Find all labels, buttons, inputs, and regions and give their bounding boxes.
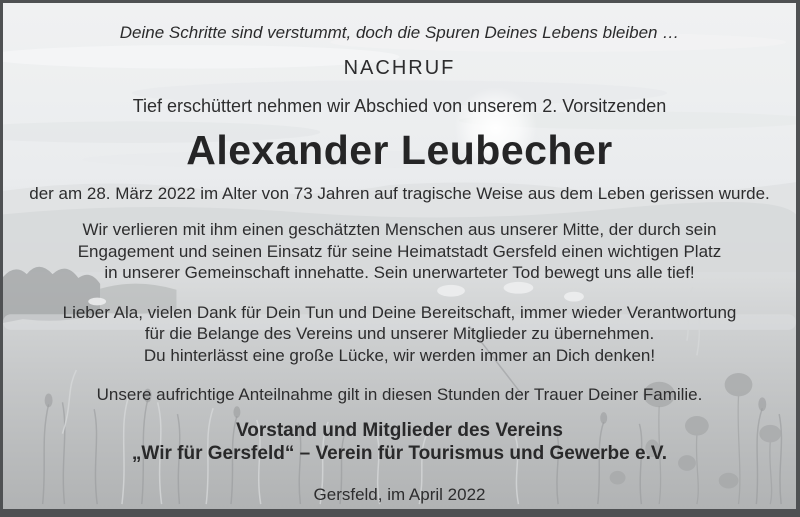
obituary-text-block [3,3,796,505]
tribute-paragraph [23,219,776,284]
nachruf-heading: NACHRUF [343,57,456,79]
intro-line: Tief erschüttert nehmen wir Abschied von unserem 2. Vorsitzenden [132,96,667,116]
place-date-line: Gersfeld, im April 2022 [313,485,486,504]
epigraph-line: Deine Schritte sind verstummt, doch die Spuren Deines Lebens bleiben … [119,23,680,42]
thanks-paragraph [23,302,776,367]
thanks-line: für die Belange des Vereins und unserer Mitglieder zu übernehmen. [144,324,655,343]
thanks-line: Lieber Ala, vielen Dank für Dein Tun und Deine Bereitschaft, immer wieder Verantwortung [62,302,737,322]
condolence-line: Unsere aufrichtige Anteilnahme gilt in diesen Stunden der Trauer Deiner Familie. [96,385,703,404]
tribute-line: Wir verlieren mit ihm einen geschätzten Menschen aus unserer Mitte, der durch sein [82,220,717,239]
deceased-name: Alexander Leubecher [186,127,613,173]
signature-block [23,419,776,465]
death-details-line: der am 28. März 2022 im Alter von 73 Jahren auf tragische Weise aus dem Leben gerissen wurde. [29,184,770,203]
signature-line-board: Vorstand und Mitglieder des Vereins [236,420,563,441]
tribute-line: in unserer Gemeinschaft innehatte. Sein unerwarteter Tod bewegt uns alle tief! [104,263,695,282]
tribute-line: Engagement und seinen Einsatz für seine Heimatstadt Gersfeld einen wichtigen Platz [77,241,722,261]
thanks-line: Du hinterlässt eine große Lücke, wir werden immer an Dich denken! [143,345,656,365]
signature-line-association: „Wir für Gersfeld“ – Verein für Tourismus und Gewerbe e.V. [131,443,668,464]
